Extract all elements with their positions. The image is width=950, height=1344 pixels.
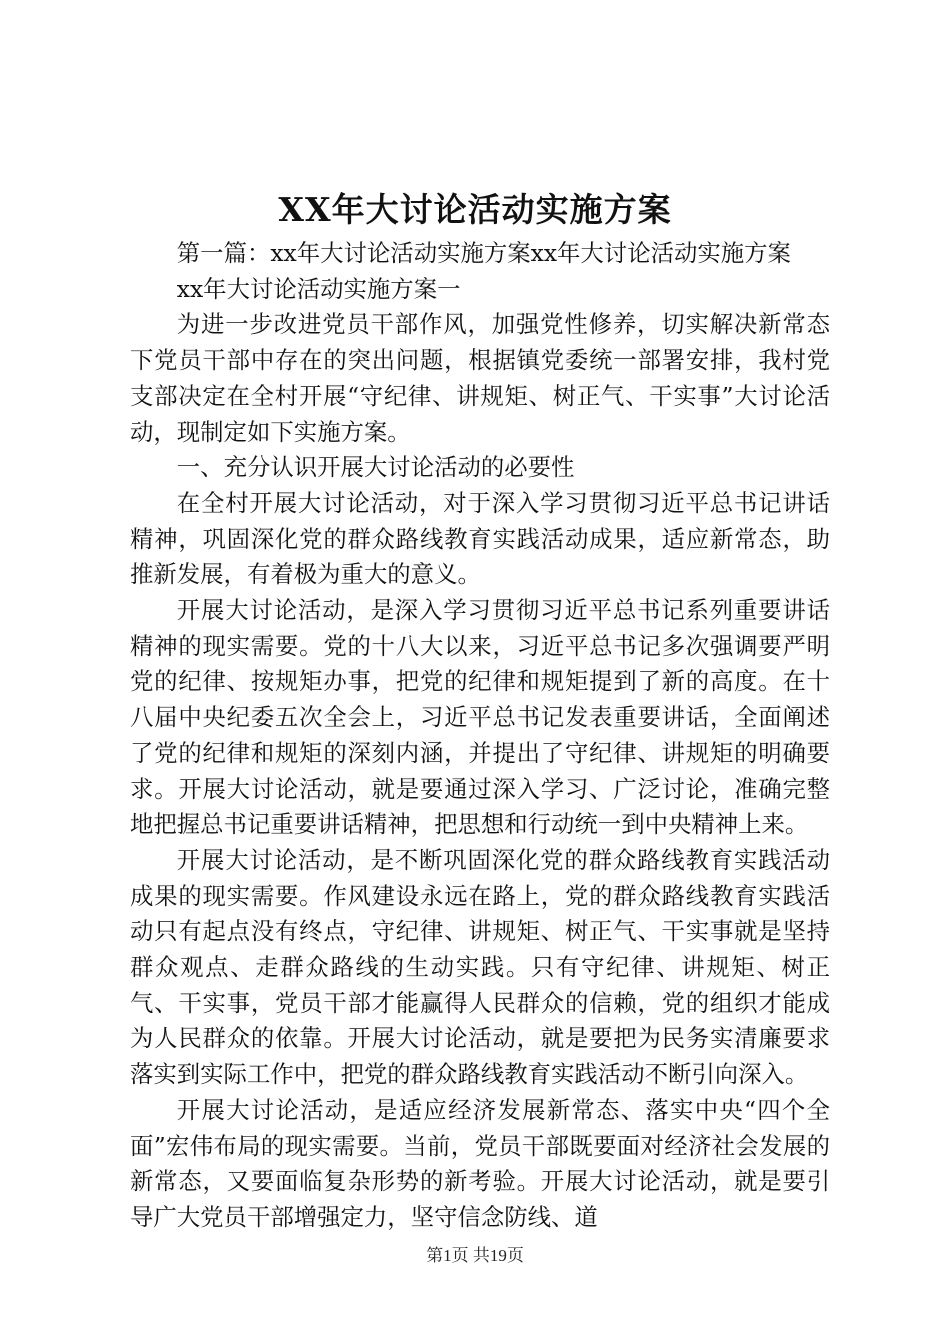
paragraph-new-normal-need: 开展大讨论活动，是适应经济发展新常态、落实中央“四个全面”宏伟布局的现实需要。当前，党员干部既要面对经济社会发展的新常态，又要面临复杂形势的新考验。开展大讨论活动，就是要引导广大党员干部增强定力，坚守信念防线、道 [130, 1095, 830, 1231]
document-body [130, 236, 830, 1236]
document-title: XX年大讨论活动实施方案 [278, 190, 672, 229]
section-heading-necessity: 一、充分认识开展大讨论活动的必要性 [176, 453, 575, 482]
paragraph-mass-line-need: 开展大讨论活动，是不断巩固深化党的群众路线教育实践活动成果的现实需要。作风建设永远在路上，党的群众路线教育实践活动只有起点没有终点，守纪律、讲规矩、树正气、干实事就是坚持群众观点、走群众路线的生动实践。只有守纪律、讲规矩、树正气、干实事，党员干部才能赢得人民群众的信赖，党的组织才能成为人民群众的依靠。开展大讨论活动，就是要把为民务实清廉要求落实到实际工作中，把党的群众路线教育实践活动不断引向深入。 [130, 845, 830, 1089]
paragraph-intro: 为进一步改进党员干部作风，加强党性修养，切实解决新常态下党员干部中存在的突出问题，根据镇党委统一部署安排，我村党支部决定在全村开展“守纪律、讲规矩、树正气、干实事”大讨论活动，现制定如下实施方案。 [130, 310, 830, 446]
page-number-footer: 第1页 共19页 [426, 1246, 524, 1265]
paragraph-study-need: 开展大讨论活动，是深入学习贯彻习近平总书记系列重要讲话精神的现实需要。党的十八大以来，习近平总书记多次强调要严明党的纪律、按规矩办事，把党的纪律和规矩提到了新的高度。在十八届中央纪委五次全会上，习近平总书记发表重要讲话，全面阐述了党的纪律和规矩的深刻内涵，并提出了守纪律、讲规矩的明确要求。开展大讨论活动，就是要通过深入学习、广泛讨论，准确完整地把握总书记重要讲话精神，把思想和行动统一到中央精神上来。 [130, 596, 830, 839]
paragraph-significance: 在全村开展大讨论活动，对于深入学习贯彻习近平总书记讲话精神，巩固深化党的群众路线教育实践活动成果，适应新常态，助推新发展，有着极为重大的意义。 [130, 488, 830, 589]
paragraph-first-article-heading: 第一篇：xx年大讨论活动实施方案xx年大讨论活动实施方案 [176, 239, 791, 267]
paragraph-plan-one-heading: xx年大讨论活动实施方案一 [176, 274, 461, 303]
